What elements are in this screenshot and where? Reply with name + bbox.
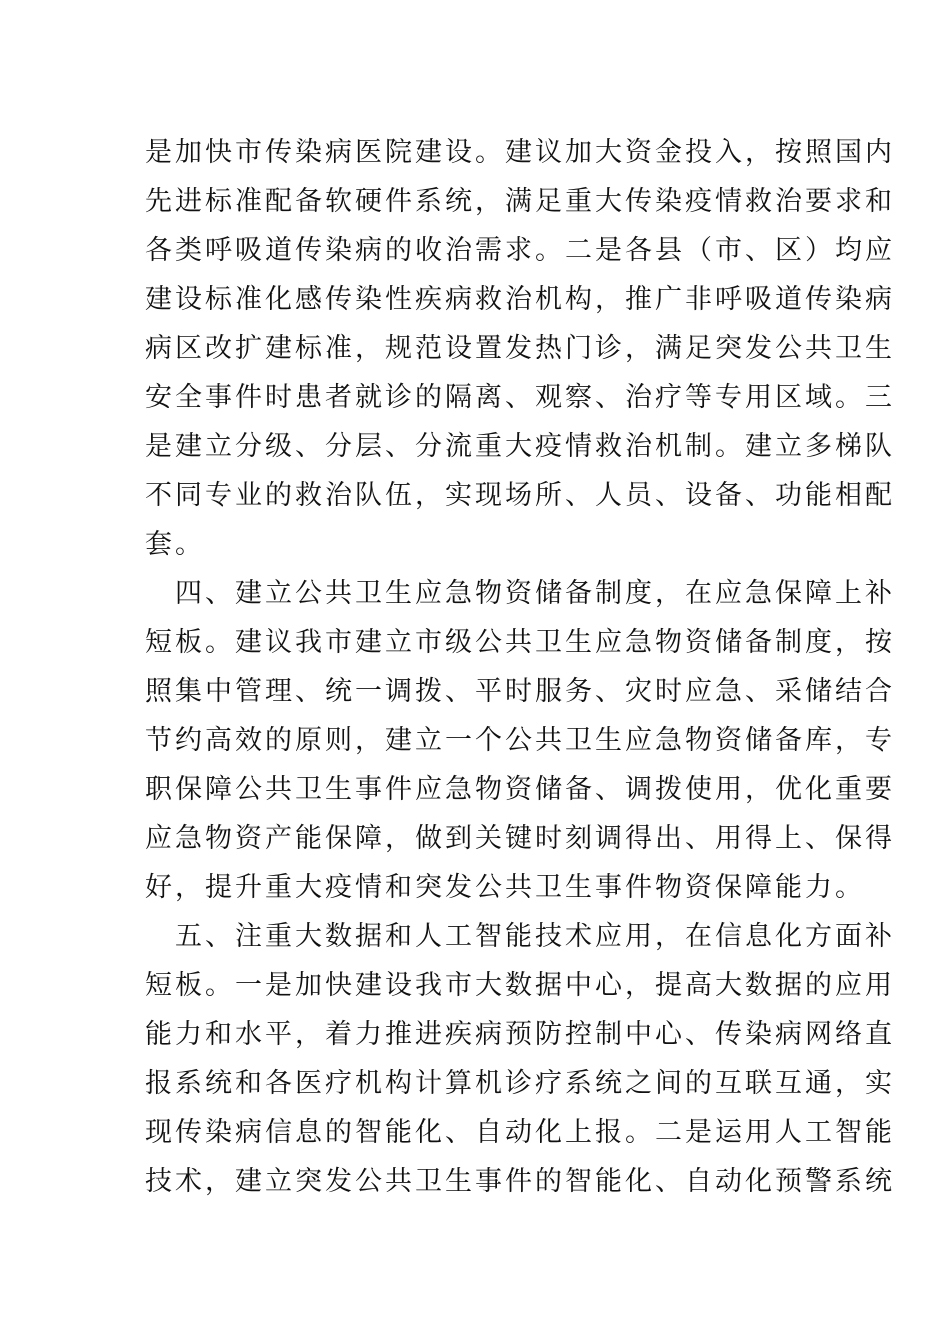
text-line: 短板。建议我市建立市级公共卫生应急物资储备制度，按 — [145, 627, 895, 658]
text-line: 不同专业的救治队伍，实现场所、人员、设备、功能相配 — [145, 480, 895, 511]
text-line: 先进标准配备软硬件系统，满足重大传染疫情救治要求和 — [145, 186, 895, 217]
paragraph-hospital-construction — [145, 128, 895, 569]
section-heading-line: 五、注重大数据和人工智能技术应用，在信息化方面补 — [145, 921, 895, 952]
text-line: 技术，建立突发公共卫生事件的智能化、自动化预警系统 — [145, 1166, 895, 1197]
text-line: 短板。一是加快建设我市大数据中心，提高大数据的应用 — [145, 970, 895, 1001]
text-line: 照集中管理、统一调拨、平时服务、灾时应急、采储结合 — [145, 676, 895, 707]
text-line: 病区改扩建标准，规范设置发热门诊，满足突发公共卫生 — [145, 333, 895, 364]
text-line: 是建立分级、分层、分流重大疫情救治机制。建立多梯队 — [145, 431, 895, 462]
text-line: 安全事件时患者就诊的隔离、观察、治疗等专用区域。三 — [145, 382, 895, 413]
text-line: 能力和水平，着力推进疾病预防控制中心、传染病网络直 — [145, 1019, 895, 1050]
text-line: 好，提升重大疫情和突发公共卫生事件物资保障能力。 — [145, 872, 865, 903]
paragraph-section-five — [145, 912, 895, 1206]
text-line: 应急物资产能保障，做到关键时刻调得出、用得上、保得 — [145, 823, 895, 854]
text-line: 是加快市传染病医院建设。建议加大资金投入，按照国内 — [145, 137, 895, 168]
text-line: 节约高效的原则，建立一个公共卫生应急物资储备库，专 — [145, 725, 895, 756]
text-line: 报系统和各医疗机构计算机诊疗系统之间的互联互通，实 — [145, 1068, 895, 1099]
section-heading-line: 四、建立公共卫生应急物资储备制度，在应急保障上补 — [145, 578, 895, 609]
text-line: 现传染病信息的智能化、自动化上报。二是运用人工智能 — [145, 1117, 895, 1148]
text-line: 套。 — [145, 529, 205, 560]
text-line: 建设标准化感传染性疾病救治机构，推广非呼吸道传染病 — [145, 284, 895, 315]
document-page — [145, 128, 895, 1206]
paragraph-section-four — [145, 569, 895, 912]
text-line: 各类呼吸道传染病的收治需求。二是各县（市、区）均应 — [145, 235, 895, 266]
text-line: 职保障公共卫生事件应急物资储备、调拨使用，优化重要 — [145, 774, 895, 805]
